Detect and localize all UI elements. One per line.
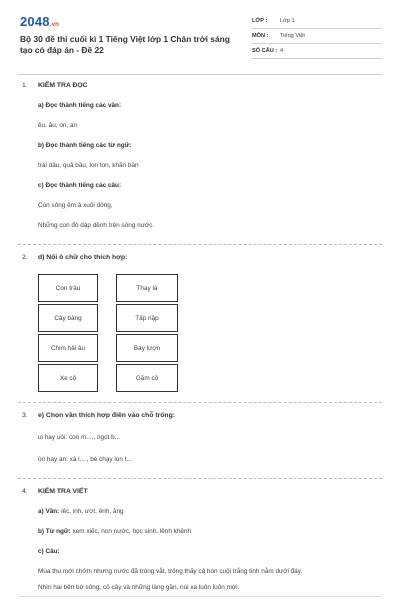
matching-right-cell: Thay lá (116, 274, 178, 302)
matching-right-cell: Gặm cỏ (116, 364, 178, 392)
s1-c-line-2: Những con đò dập dềnh trên sóng nước. (38, 222, 155, 229)
s4-c-line-2: Nhìn hai bên bờ sông, cỏ cây và những làng gần, núi xa luôn luôn mới. (38, 584, 240, 591)
matching-right-cell: Bay lượn (116, 334, 178, 362)
logo-text: 2048 (20, 14, 50, 29)
s1-a-label: a) Đọc thành tiếng các vần: (38, 102, 122, 109)
s1-b-label: b) Đọc thành tiếng các từ ngữ: (38, 142, 132, 149)
section-title: KIỂM TRA VIẾT (38, 488, 88, 495)
meta-row-question-count (252, 44, 382, 59)
matching-row (38, 364, 178, 394)
header-divider (18, 74, 382, 75)
s4-c-label: c) Câu: (38, 548, 60, 555)
section-number: 2. (22, 254, 28, 261)
meta-table (252, 14, 382, 59)
footer-divider (18, 596, 382, 597)
meta-row-class (252, 14, 382, 29)
section-number: 4. (22, 488, 28, 495)
document-title: Bộ 30 đề thi cuối kì 1 Tiếng Việt lớp 1 Chân trời sáng tạo có đáp án - Đề 22 (20, 34, 230, 55)
section-title: d) Nối ô chữ cho thích hợp: (38, 254, 128, 261)
s4-b-line (38, 528, 191, 535)
s4-b-label: b) Từ ngữ: (38, 528, 71, 535)
section-divider (18, 402, 382, 403)
s1-a-text: êu, âu, on, an (38, 122, 78, 129)
s4-a-line (38, 508, 124, 515)
matching-right-cell: Tấp nập (116, 304, 178, 332)
s4-b-text: xem xiếc, non nước, học sinh, lênh khênh (72, 528, 192, 535)
meta-key: LỚP : (252, 18, 268, 24)
meta-value: Tiếng Việt (280, 33, 305, 39)
section-title: KIỂM TRA ĐỌC (38, 82, 88, 89)
meta-key: MÔN : (252, 33, 269, 39)
s1-c-line-1: Con sông êm ả xuôi dòng, (38, 202, 113, 209)
s1-c-label: c) Đọc thành tiếng các câu: (38, 182, 122, 189)
s1-b-text: trái dâu, quả bầu, lon ton, khăn bàn (38, 162, 139, 169)
matching-left-cell: Con trâu (38, 274, 98, 302)
section-number: 1. (22, 82, 28, 89)
matching-left-cell: Cây bàng (38, 304, 98, 332)
site-logo[interactable] (20, 14, 59, 29)
s3-line-2: on hay an: xà l... , bé chạy lon t... (38, 456, 132, 463)
section-divider (18, 244, 382, 245)
document-header (18, 12, 382, 72)
meta-value: Lớp 1 (280, 18, 295, 24)
logo-domain: .vn (49, 22, 60, 28)
section-divider (18, 478, 382, 479)
s4-c-line-1: Mùa thu mới chớm nhưng nước đã trong vắt, trông thấy cả hòn cuội trắng tinh nằm dưới đáy. (38, 568, 303, 575)
section-title: e) Chọn vần thích hợp điền vào chỗ trống: (38, 412, 175, 419)
meta-key: SỐ CÂU : (252, 48, 278, 54)
matching-left-cell: Chim hải âu (38, 334, 98, 362)
s4-a-text: iêc, inh, ươt, ênh, ăng (61, 508, 124, 515)
matching-row (38, 304, 178, 334)
matching-row (38, 274, 178, 304)
section-number: 3. (22, 412, 28, 419)
s3-line-1: ui hay uôi: con m...., ngọt b... (38, 434, 121, 441)
matching-row (38, 334, 178, 364)
meta-value: 4 (280, 48, 284, 54)
matching-left-cell: Xe cộ (38, 364, 98, 392)
s4-a-label: a) Vần: (38, 508, 60, 515)
meta-row-subject (252, 29, 382, 44)
